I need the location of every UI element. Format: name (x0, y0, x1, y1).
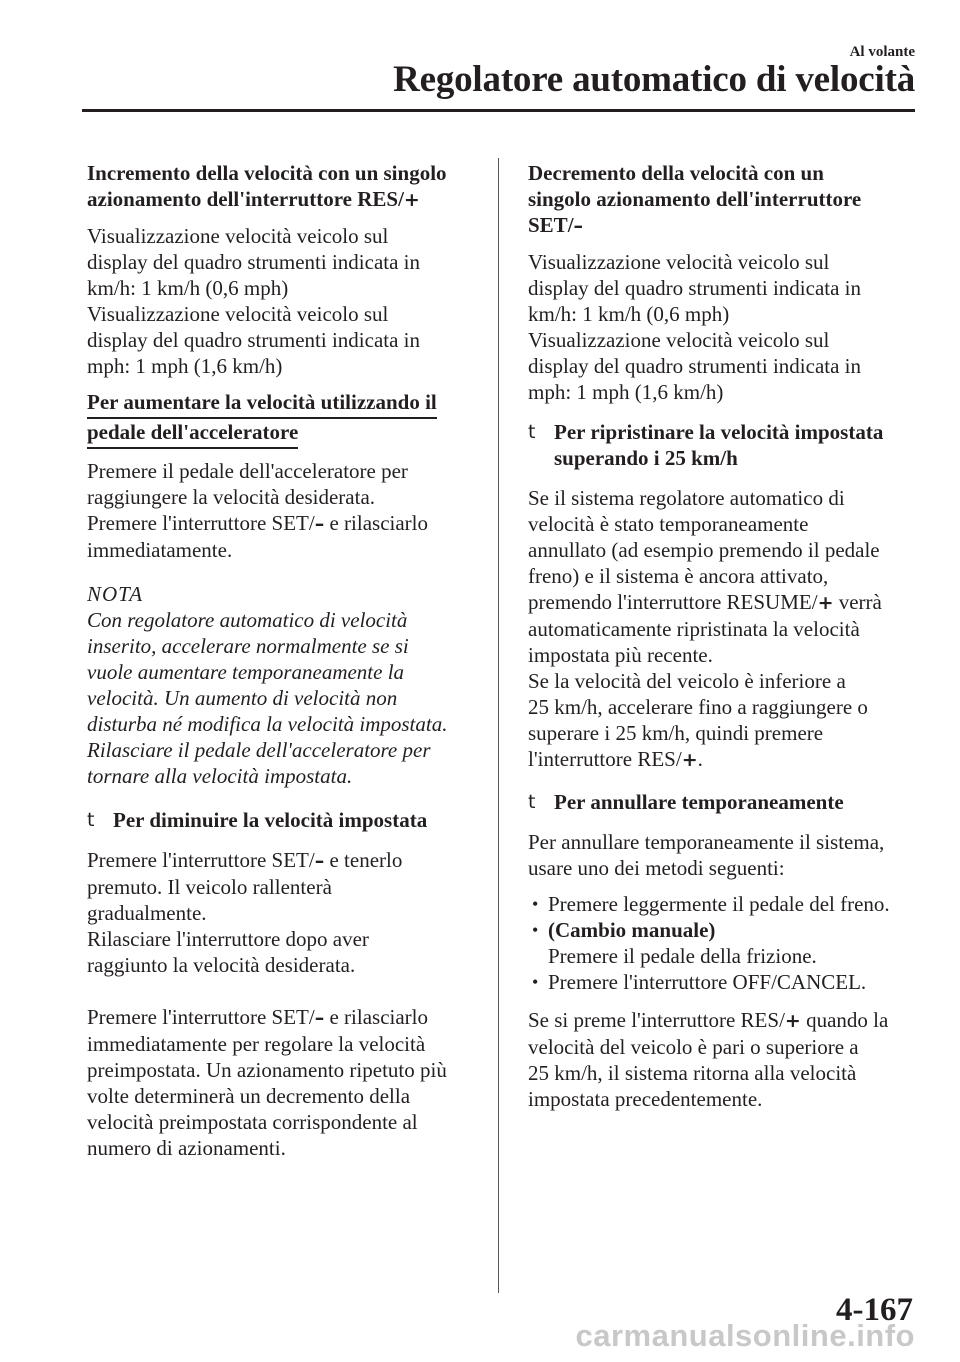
left-column (87, 160, 482, 1161)
methods-list (528, 891, 920, 995)
paragraph-restore: Se il sistema regolatore automatico di velocità è stato temporaneamente annullato (ad esempio premendo il pedale freno) e il sistema è ancora attivato, premendo l'interruttore RESUME/+ verrà automaticamente ripristinata la velocità impostata più recente. Se la velocità del veicolo è inferiore a 25 km/h, accelerare fino a raggiungere o superare i 25 km/h, quindi premere l'interruttore RES/+. (528, 486, 882, 771)
heading-restore-speed: t Per ripristinare la velocità impostata superando i 25 km/h (528, 420, 884, 470)
heading-decrement: Decremento della velocità con un singolo azionamento dell'interruttore SET/– (528, 161, 862, 237)
heading-decrease-speed: t Per diminuire la velocità impostata (87, 808, 428, 832)
right-column (528, 160, 920, 1112)
bullet-icon: • (532, 894, 539, 914)
section-label: Al volante (849, 44, 915, 60)
note-text: Con regolatore automatico di velocità inserito, accelerare normalmente se si vuole aumentare temporaneamente la velocità. Un aumento di velocità non disturba né modifica la velocità impostata. Rilasciare il pedale dell'acceleratore per tornare alla velocità impostata. (87, 608, 448, 788)
section-marker-icon: t (528, 791, 536, 813)
paragraph-cancel-methods: Per annullare temporaneamente il sistema, usare uno dei metodi seguenti: (528, 830, 885, 880)
paragraph-press-set: Premere l'interruttore SET/– e rilasciarlo immediatamente per regolare la velocità preimpostata. Un azionamento ripetuto più volte determinerà un decremento della velocità preimpostata corrispondente al numero di azionamenti. (87, 1005, 447, 1160)
section-marker-icon: t (528, 421, 536, 443)
heading-increment: Incremento della velocità con un singolo azionamento dell'interruttore RES/+ (87, 161, 447, 211)
plus-icon: + (784, 1010, 801, 1032)
bullet-icon: • (532, 920, 539, 940)
heading-increase-accelerator: Per aumentare la velocità utilizzando il pedale dell'acceleratore (87, 389, 482, 449)
list-item: • (Cambio manuale) Premere il pedale della frizione. (532, 918, 817, 968)
page-title: Regolatore automatico di velocità (393, 59, 915, 100)
list-item: • Premere l'interruttore OFF/CANCEL. (532, 970, 867, 994)
plus-icon: + (817, 592, 834, 614)
paragraph-accelerator: Premere il pedale dell'acceleratore per raggiungere la velocità desiderata. Premere l'interruttore SET/– e rilasciarlo immediatamente. (87, 459, 428, 562)
section-marker-icon: t (87, 809, 95, 831)
minus-icon: – (314, 513, 325, 535)
page-number: 4-167 (836, 1292, 913, 1328)
plus-icon: + (681, 749, 698, 771)
header-rule (82, 109, 915, 112)
bullet-icon: • (532, 972, 539, 992)
paragraph-res-resume: Se si preme l'interruttore RES/+ quando la velocità del veicolo è pari o superiore a 25 km/h, il sistema ritorna alla velocità impostata precedentemente. (528, 1008, 889, 1111)
paragraph-speed-display: Visualizzazione velocità veicolo sul display del quadro strumenti indicata in km/h: 1 km/h (0,6 mph) Visualizzazione velocità veicolo sul display del quadro strumenti indicata in mph: 1 mph (1,6 km/h) (528, 250, 862, 404)
minus-icon: – (314, 1007, 325, 1029)
heading-cancel-temporarily: t Per annullare temporaneamente (528, 790, 844, 814)
minus-icon: – (314, 850, 325, 872)
plus-icon: + (403, 189, 420, 211)
paragraph-hold-set: Premere l'interruttore SET/– e tenerlo premuto. Il veicolo rallenterà gradualmente. Rilasciare l'interruttore dopo aver raggiunto la velocità desiderata. (87, 848, 403, 977)
column-divider (498, 158, 499, 1293)
note-label: NOTA (87, 582, 144, 606)
watermark: carmanualsonline.info (575, 1318, 915, 1353)
paragraph-speed-display: Visualizzazione velocità veicolo sul display del quadro strumenti indicata in km/h: 1 km/h (0,6 mph) Visualizzazione velocità veicolo sul display del quadro strumenti indicata in mph: 1 mph (1,6 km/h) (87, 224, 421, 378)
list-item: • Premere leggermente il pedale del freno. (532, 892, 890, 916)
minus-icon: – (573, 215, 584, 237)
